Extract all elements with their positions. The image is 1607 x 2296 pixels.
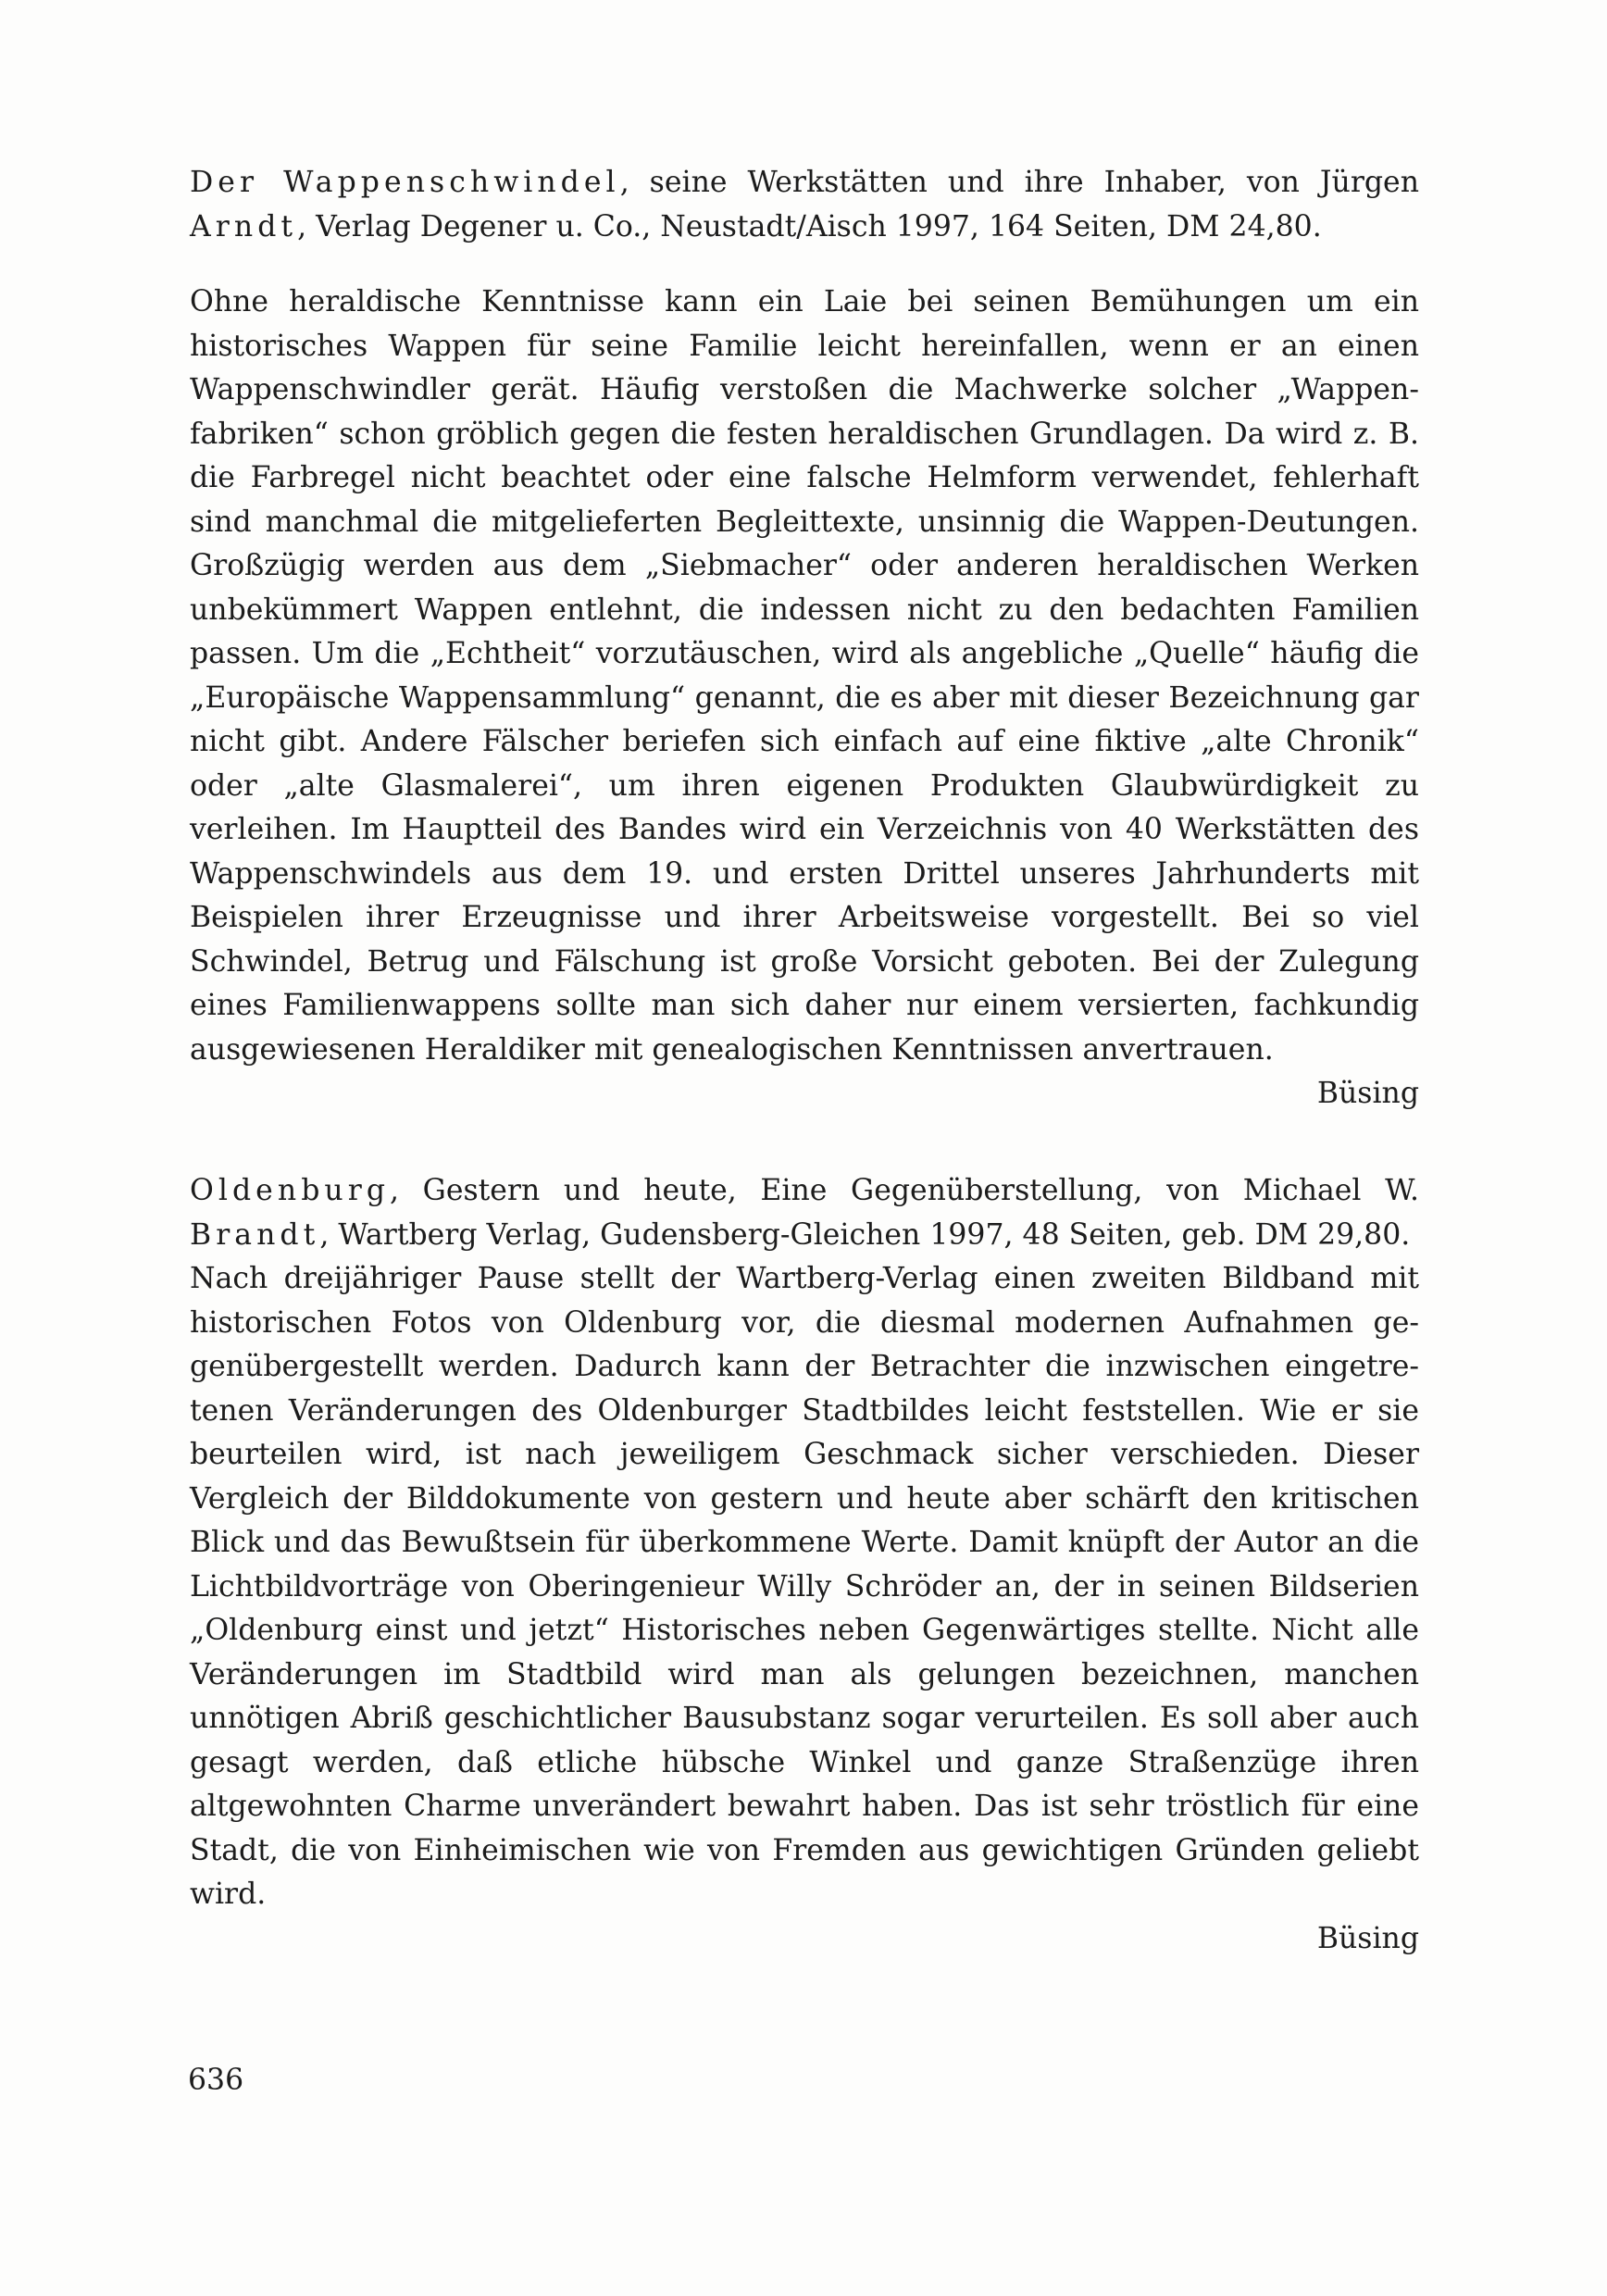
citation-text: , Wartberg Verlag, Gudensberg-Gleichen 1997, 48 Seiten, geb. DM 29,80.: [319, 1217, 1411, 1252]
author-name: Arndt: [190, 209, 298, 243]
review-body: Nach dreijähriger Pause stellt der Wartberg-Verlag einen zweiten Bildband mit historischen Fotos von Oldenburg vor, die diesmal modernen Aufnahmen gegenübergestellt werden. Dadurch kann der Betrachter die inzwischen eingetretenen Veränderungen des Oldenburger Stadtbildes leicht feststellen. Wie er sie beurteilen wird, ist nach jeweiligem Geschmack sicher verschieden. Dieser Vergleich der Bilddokumente von gestern und heute aber schärft den kritischen Blick und das Bewußtsein für überkommene Werte. Damit knüpft der Autor an die Lichtbildvorträge von Oberingenieur Willy Schröder an, der in seinen Bildserien „Oldenburg einst und jetzt“ Historisches neben Gegenwärtiges stellte. Nicht alle Veränderungen im Stadtbild wird man als gelungen bezeichnen, manchen unnötigen Abriß geschichtlicher Bausubstanz sogar verurteilen. Es soll aber auch gesagt werden, daß etliche hübsche Winkel und ganze Straßenzüge ihren altgewohnten Charme unverändert bewahrt haben. Das ist sehr tröstlich für eine Stadt, die von Einheimischen wie von Fremden aus gewichtigen Gründen geliebt wird.: [190, 1262, 1419, 1911]
review-citation: [190, 1169, 1419, 1257]
review-body: Ohne heraldische Kenntnisse kann ein Laie bei seinen Bemühungen um ein historisches Wappen für seine Familie leicht hereinfallen, wenn er an einen Wappenschwindler gerät. Häufig verstoßen die Machwerke solcher „Wappenfabriken“ schon gröblich gegen die festen heraldischen Grundlagen. Da wird z. B. die Farbregel nicht beachtet oder eine falsche Helmform verwendet, fehlerhaft sind manchmal die mitgelieferten Begleittexte, unsinnig die Wappen-Deutungen. Großzügig werden aus dem „Siebmacher“ oder anderen heraldischen Werken unbekümmert Wappen entlehnt, die indessen nicht zu den bedachten Familien passen. Um die „Echtheit“ vorzutäuschen, wird als angebliche „Quelle“ häufig die „Europäische Wappensammlung“ genannt, die es aber mit dieser Bezeichnung gar nicht gibt. Andere Fälscher beriefen sich einfach auf eine fiktive „alte Chronik“ oder „alte Glasmalerei“, um ihren eigenen Produkten Glaubwürdigkeit zu verleihen. Im Hauptteil des Bandes wird ein Verzeichnis von 40 Werkstätten des Wappenschwindels aus dem 19. und ersten Drittel unseres Jahrhunderts mit Beispielen ihrer Erzeugnisse und ihrer Arbeitsweise vorgestellt. Bei so viel Schwindel, Betrug und Fälschung ist große Vorsicht geboten. Bei der Zulegung eines Familienwappens sollte man sich daher nur einem versierten, fachkundig ausgewiesenen Heraldiker mit genealogischen Kenntnissen anvertrauen.: [190, 285, 1419, 1067]
reviewer-signature: Büsing: [1316, 1077, 1419, 1110]
review-citation: [190, 161, 1419, 249]
paragraph-gap: [190, 249, 1419, 281]
citation-text: , Verlag Degener u. Co., Neustadt/Aisch 1997, 164 Seiten, DM 24,80.: [297, 209, 1322, 243]
citation-text: , seine Werkstätten und ihre Inhaber, von Jürgen: [619, 166, 1419, 199]
book-title: Der Wappenschwindel: [190, 166, 620, 199]
review-wappenschwindel: [190, 161, 1419, 1117]
author-name: Brandt: [190, 1217, 320, 1252]
book-title: Oldenburg: [190, 1174, 391, 1207]
review-oldenburg: [190, 1169, 1419, 1961]
reviewer-signature: Büsing: [1316, 1921, 1419, 1955]
citation-text: , Gestern und heute, Eine Gegenüberstellung, von Michael W.: [390, 1174, 1419, 1207]
page-number: 636: [188, 2064, 244, 2097]
